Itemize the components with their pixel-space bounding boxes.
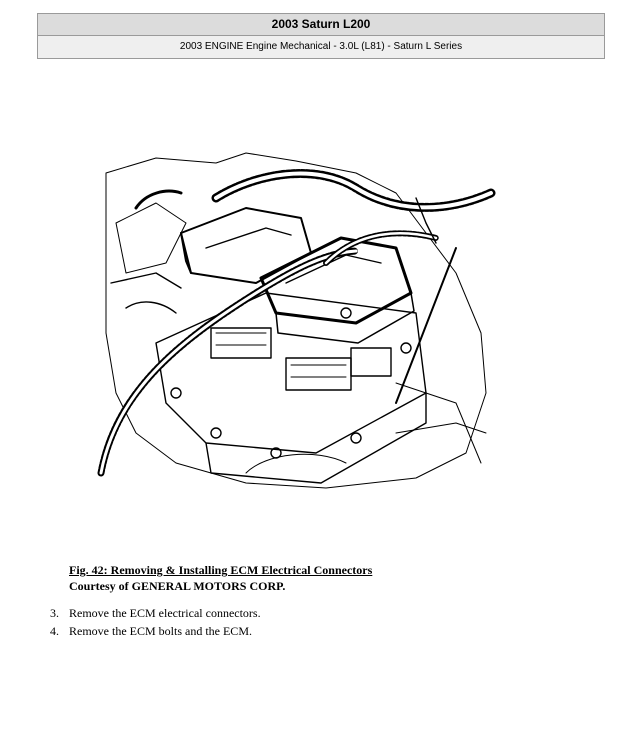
document-header <box>37 13 605 59</box>
document-title: 2003 Saturn L200 <box>38 14 604 36</box>
step-number: 3. <box>50 606 59 620</box>
figure-caption-title: Fig. 42: Removing & Installing ECM Electrical Connectors <box>69 563 373 577</box>
step-text: Remove the ECM electrical connectors. <box>69 606 261 620</box>
ecm-connector-illustration <box>96 133 496 513</box>
step-number: 4. <box>50 624 59 638</box>
document-subtitle: 2003 ENGINE Engine Mechanical - 3.0L (L81) - Saturn L Series <box>38 36 604 58</box>
step-item <box>50 622 261 640</box>
step-item <box>50 604 261 622</box>
procedure-steps <box>50 604 261 640</box>
figure-caption <box>69 562 372 594</box>
figure-caption-credit: Courtesy of GENERAL MOTORS CORP. <box>69 579 286 593</box>
step-text: Remove the ECM bolts and the ECM. <box>69 624 252 638</box>
